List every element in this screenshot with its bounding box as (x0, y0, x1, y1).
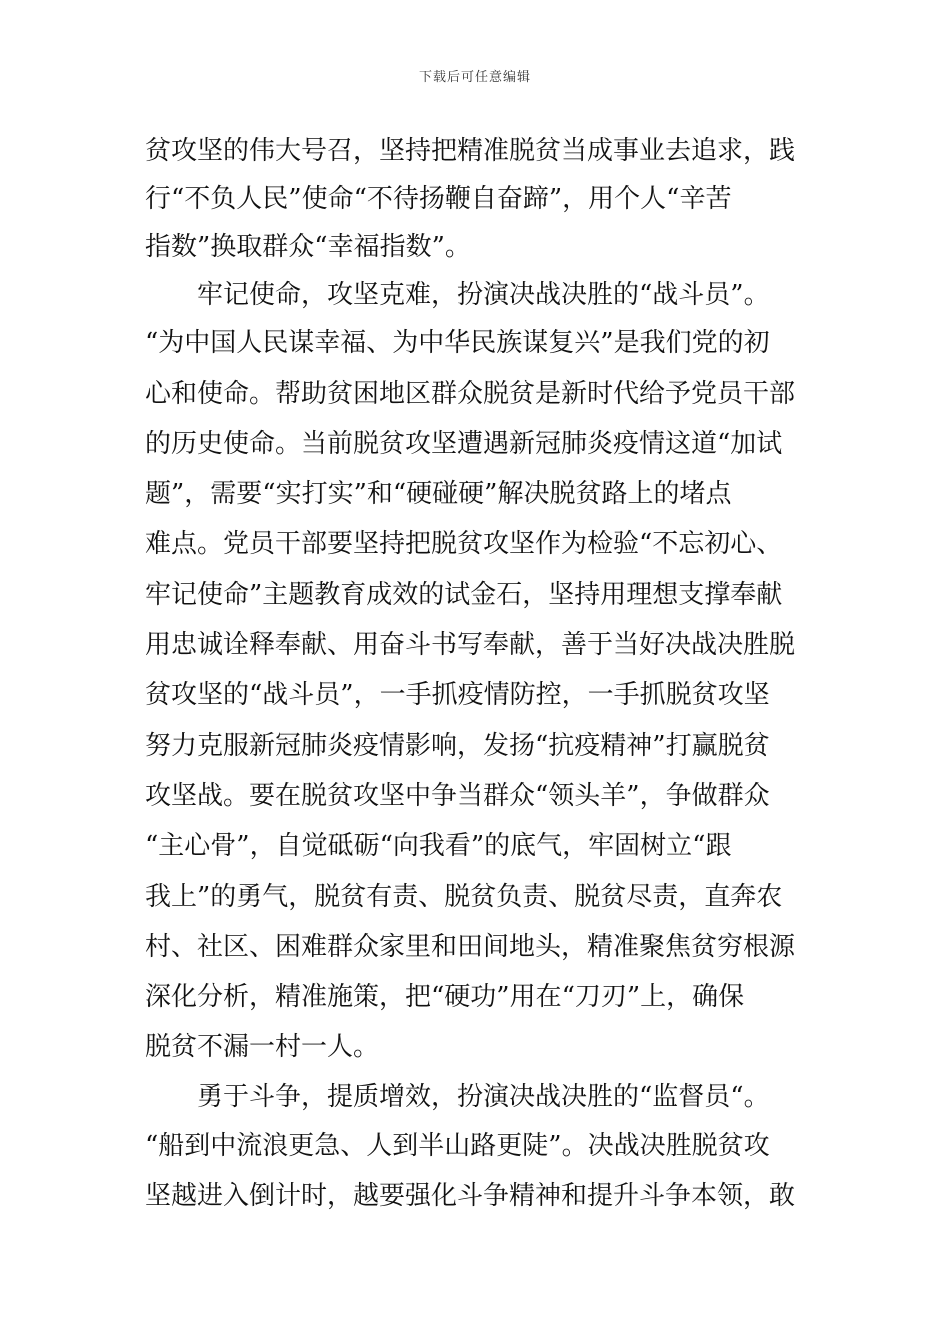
text-line: 牢记使命，攻坚克难，扮演决战决胜的“战斗员”。 (197, 280, 770, 310)
text-line: 贫攻坚的“战斗员”，一手抓疫情防控，一手抓脱贫攻坚 (145, 680, 770, 710)
text-line: 勇于斗争，提质增效，扮演决战决胜的“监督员“。 (197, 1082, 770, 1112)
text-line: 攻坚战。要在脱贫攻坚中争当群众“领头羊”，争做群众 (145, 781, 770, 811)
page-header: 下载后可任意编辑 (418, 70, 531, 85)
text-line: 的历史使命。当前脱贫攻坚遭遇新冠肺炎疫情这道“加试 (145, 429, 783, 459)
text-line: “为中国人民谋幸福、为中华民族谋复兴”是我们党的初 (145, 328, 770, 358)
text-line: 深化分析，精准施策，把“硬功”用在“刀刃”上，确保 (145, 982, 745, 1012)
text-line: “船到中流浪更急、人到半山路更陡”。决战决胜脱贫攻 (145, 1131, 770, 1161)
text-line: 努力克服新冠肺炎疫情影响，发扬“抗疫精神”打赢脱贫 (145, 731, 770, 761)
text-line: 贫攻坚的伟大号召，坚持把精准脱贫当成事业去追求，践 (145, 136, 796, 166)
text-line: 牢记使命”主题教育成效的试金石，坚持用理想支撑奉献 (145, 580, 783, 610)
text-line: 坚越进入倒计时，越要强化斗争精神和提升斗争本领，敢 (145, 1181, 796, 1211)
text-line: 指数”换取群众“幸福指数”。 (145, 232, 471, 262)
text-line: 题”，需要“实打实”和“硬碰硬”解决脱贫路上的堵点 (145, 479, 732, 509)
text-line: 用忠诚诠释奉献、用奋斗书写奉献，善于当好决战决胜脱 (145, 630, 796, 660)
text-line: 脱贫不漏一村一人。 (145, 1032, 380, 1062)
text-line: “主心骨”，自觉砥砺“向我看”的底气，牢固树立“跟 (145, 831, 732, 861)
text-line: 心和使命。帮助贫困地区群众脱贫是新时代给予党员干部 (145, 379, 796, 409)
text-line: 村、社区、困难群众家里和田间地头，精准聚焦贫穷根源 (145, 932, 796, 962)
text-line: 难点。党员干部要坚持把脱贫攻坚作为检验“不忘初心、 (145, 529, 783, 559)
text-line: 我上”的勇气，脱贫有责、脱贫负责、脱贫尽责，直奔农 (145, 882, 783, 912)
text-line: 行“不负人民”使命“不待扬鞭自奋蹄”，用个人“辛苦 (145, 184, 732, 214)
